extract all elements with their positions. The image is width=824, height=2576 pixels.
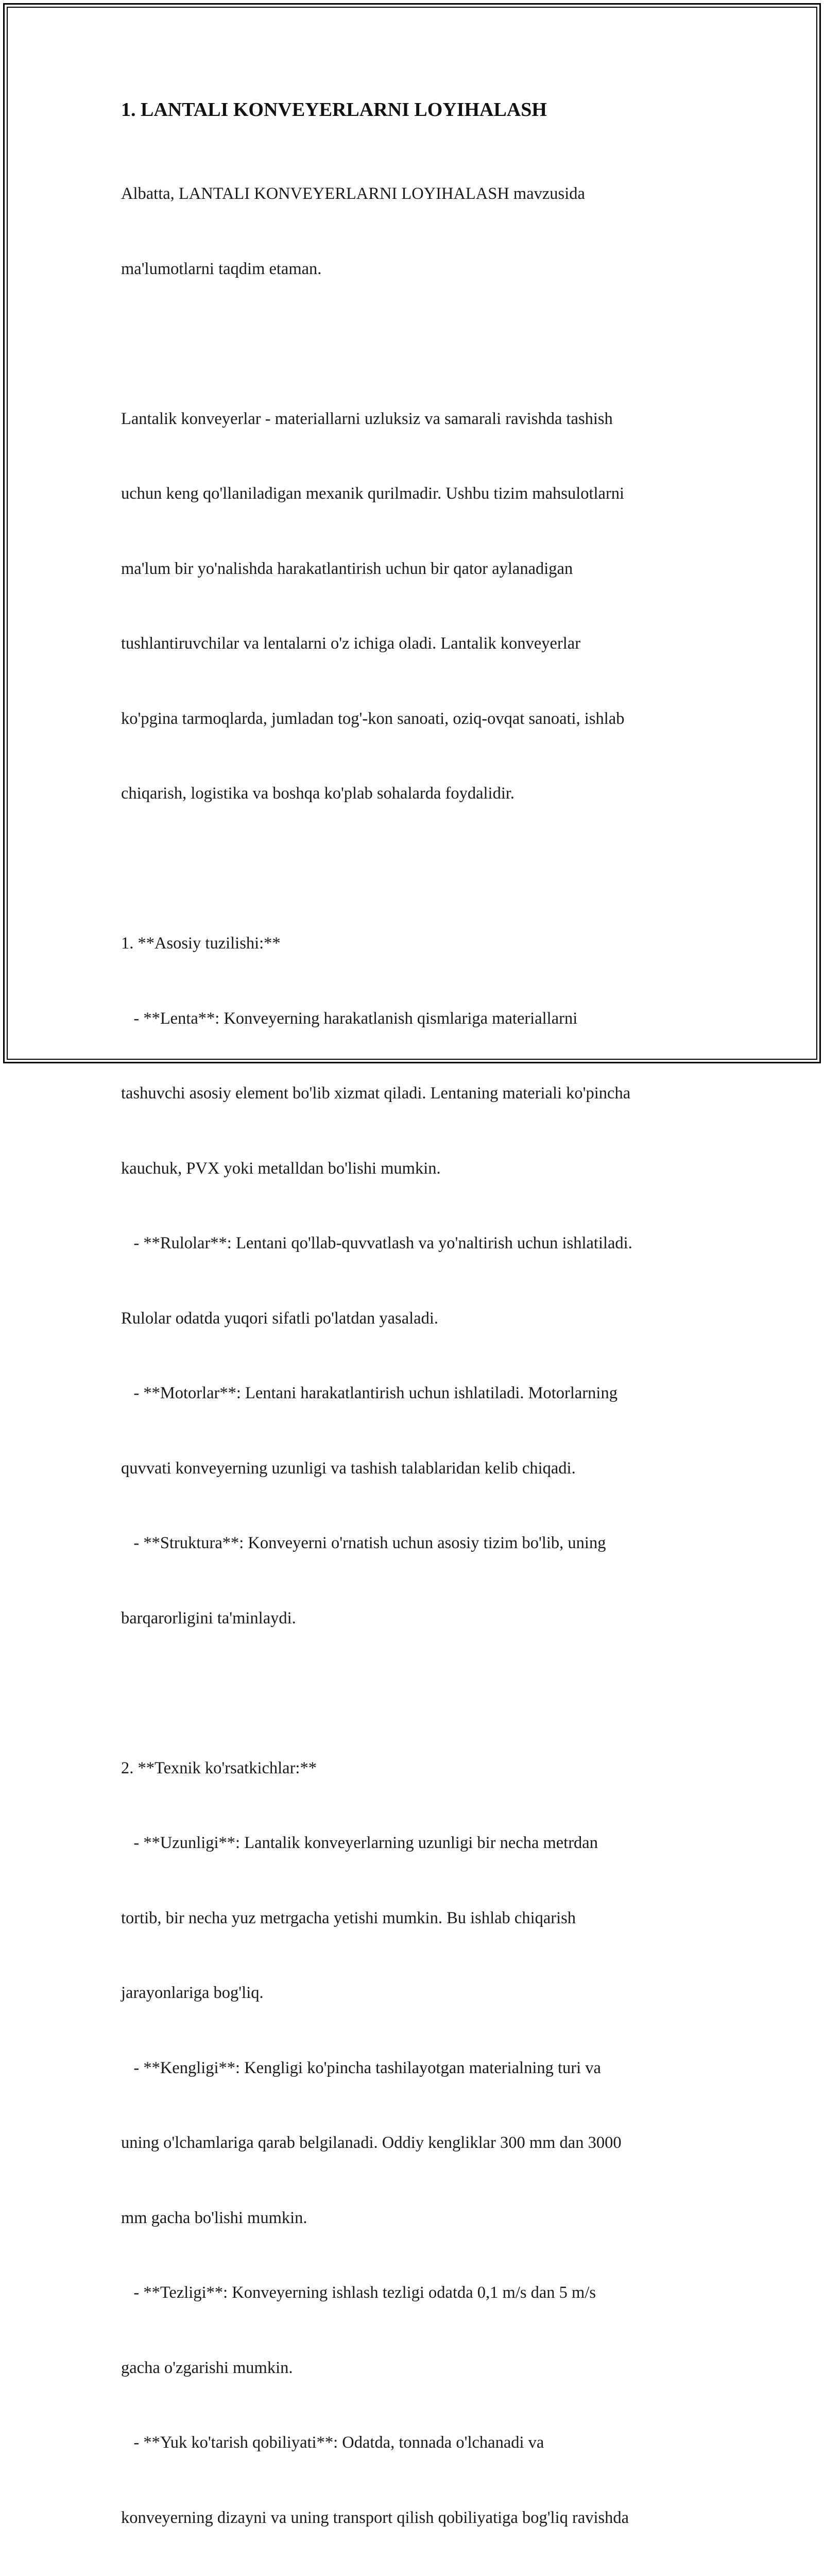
paragraph-gap: [121, 331, 703, 357]
text-line: tushlantiruvchilar va lentalarni o'z ichiga oladi. Lantalik konveyerlar: [121, 631, 703, 656]
intro-paragraph: [121, 131, 703, 331]
section-basic-structure: [121, 881, 703, 1681]
text-line: uchun keng qo'llaniladigan mexanik qurilmadir. Ushbu tizim mahsulotlarni: [121, 481, 703, 506]
overview-paragraph: [121, 357, 703, 856]
text-line: Albatta, LANTALI KONVEYERLARNI LOYIHALASH mavzusida: [121, 181, 703, 207]
text-line: mm gacha bo'lishi mumkin.: [121, 2206, 703, 2231]
text-line: - **Struktura**: Konveyerni o'rnatish uchun asosiy tizim bo'lib, uning: [121, 1531, 703, 1556]
document-title: 1. LANTALI KONVEYERLARNI LOYIHALASH: [121, 95, 703, 124]
text-line: - **Kengligi**: Kengligi ko'pincha tashilayotgan materialning turi va: [121, 2056, 703, 2081]
paragraph-gap: [121, 856, 703, 882]
paragraph-gap: [121, 1681, 703, 1706]
text-line: Lantalik konveyerlar - materiallarni uzluksiz va samarali ravishda tashish: [121, 406, 703, 432]
text-line: ma'lum bir yo'nalishda harakatlantirish uchun bir qator aylanadigan: [121, 556, 703, 582]
text-line: uning o'lchamlariga qarab belgilanadi. Oddiy kengliklar 300 mm dan 3000: [121, 2130, 703, 2156]
text-line: - **Motorlar**: Lentani harakatlantirish uchun ishlatiladi. Motorlarning: [121, 1381, 703, 1406]
text-line: gacha o'zgarishi mumkin.: [121, 2355, 703, 2381]
text-line: ma'lumotlarni taqdim etaman.: [121, 257, 703, 282]
text-line: barqarorligini ta'minlaydi.: [121, 1606, 703, 1631]
text-line: - **Lenta**: Konveyerning harakatlanish qismlariga materiallarni: [121, 1006, 703, 1031]
text-line: tashuvchi asosiy element bo'lib xizmat qiladi. Lentaning materiali ko'pincha: [121, 1081, 703, 1106]
text-line: - **Rulolar**: Lentani qo'llab-quvvatlash va yo'naltirish uchun ishlatiladi.: [121, 1231, 703, 1256]
text-line: - **Uzunligi**: Lantalik konveyerlarning uzunligi bir necha metrdan: [121, 1831, 703, 1856]
text-line: jarayonlariga bog'liq.: [121, 1980, 703, 2006]
section-technical-specs: [121, 1706, 703, 2576]
text-line: konveyerning dizayni va uning transport qilish qobiliyatiga bog'liq ravishda: [121, 2505, 703, 2531]
text-line: chiqarish, logistika va boshqa ko'plab sohalarda foydalidir.: [121, 781, 703, 806]
section-heading: 2. **Texnik ko'rsatkichlar:**: [121, 1756, 703, 1781]
text-line: - **Tezligi**: Konveyerning ishlash tezligi odatda 0,1 m/s dan 5 m/s: [121, 2280, 703, 2306]
text-line: Rulolar odatda yuqori sifatli po'latdan yasaladi.: [121, 1306, 703, 1331]
text-line: - **Yuk ko'tarish qobiliyati**: Odatda, tonnada o'lchanadi va: [121, 2430, 703, 2455]
text-line: kauchuk, PVX yoki metalldan bo'lishi mumkin.: [121, 1156, 703, 1181]
text-line: ko'pgina tarmoqlarda, jumladan tog'-kon sanoati, oziq-ovqat sanoati, ishlab: [121, 706, 703, 732]
section-heading: 1. **Asosiy tuzilishi:**: [121, 931, 703, 956]
text-line: quvvati konveyerning uzunligi va tashish talablaridan kelib chiqadi.: [121, 1456, 703, 1481]
document-body: [121, 95, 703, 2576]
text-line: tortib, bir necha yuz metrgacha yetishi mumkin. Bu ishlab chiqarish: [121, 1906, 703, 1931]
